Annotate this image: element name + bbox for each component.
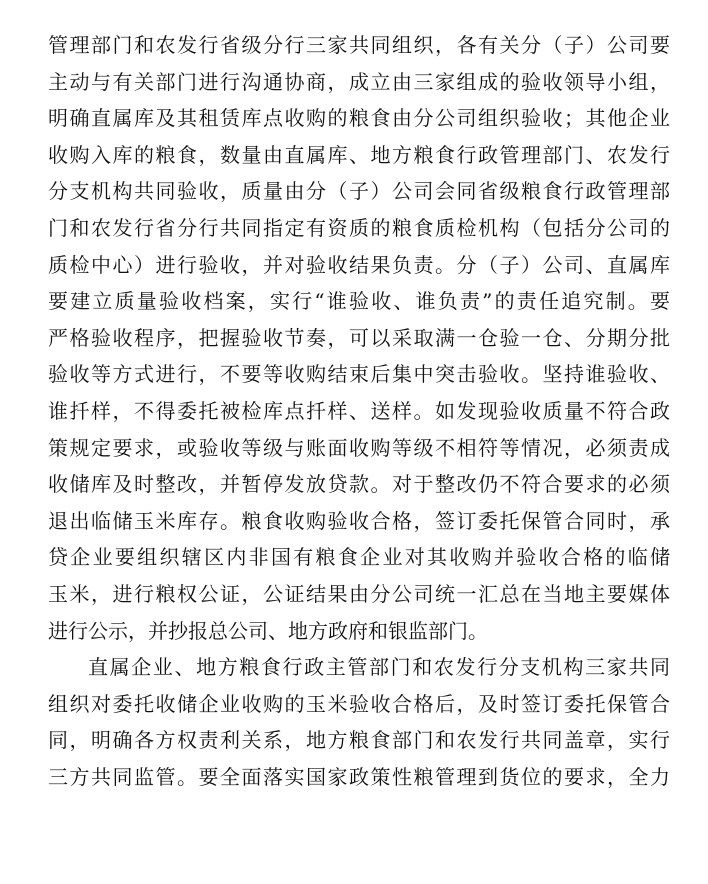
text-line: 收储库及时整改，并暂停发放贷款。对于整改仍不符合要求的必须 [48, 472, 670, 497]
text-line: 玉米，进行粮权公证，公证结果由分公司统一汇总在当地主要媒体 [48, 581, 670, 606]
text-line: 组织对委托收储企业收购的玉米验收合格后，及时签订委托保管合 [48, 691, 670, 716]
text-line: 明确直属库及其租赁库点收购的粮食由分公司组织验收；其他企业 [48, 106, 670, 131]
document-body [48, 27, 670, 795]
text-line: 谁扦样，不得委托被检库点扦样、送样。如发现验收质量不符合政 [48, 398, 670, 423]
text-line: 主动与有关部门进行沟通协商，成立由三家组成的验收领导小组， [48, 69, 670, 94]
text-line: 质检中心）进行验收，并对验收结果负责。分（子）公司、直属库 [48, 252, 670, 277]
text-line: 管理部门和农发行省级分行三家共同组织，各有关分（子）公司要 [48, 33, 670, 57]
text-line: 策规定要求，或验收等级与账面收购等级不相符等情况，必须责成 [48, 435, 670, 460]
text-line: 直属企业、地方粮食行政主管部门和农发行分支机构三家共同 [88, 655, 670, 680]
text-line: 进行公示，并抄报总公司、地方政府和银监部门。 [48, 618, 488, 643]
text-line: 贷企业要组织辖区内非国有粮食企业对其收购并验收合格的临储 [48, 545, 670, 570]
text-line: 严格验收程序，把握验收节奏，可以采取满一仓验一仓、分期分批 [48, 325, 670, 350]
text-line: 退出临储玉米库存。粮食收购验收合格，签订委托保管合同时，承 [48, 508, 670, 533]
text-line: 验收等方式进行，不要等收购结束后集中突击验收。坚持谁验收、 [48, 362, 670, 387]
text-line: 要建立质量验收档案，实行“谁验收、谁负责”的责任追究制。要 [48, 289, 670, 314]
text-line: 三方共同监管。要全面落实国家政策性粮管理到货位的要求，全力 [48, 764, 670, 789]
text-line: 收购入库的粮食，数量由直属库、地方粮食行政管理部门、农发行 [48, 142, 670, 167]
paragraph-2 [48, 649, 670, 795]
text-line: 门和农发行省分行共同指定有资质的粮食质检机构（包括分公司的 [48, 215, 670, 240]
text-line: 同，明确各方权责利关系，地方粮食部门和农发行共同盖章，实行 [48, 728, 670, 753]
text-line: 分支机构共同验收，质量由分（子）公司会同省级粮食行政管理部 [48, 179, 670, 204]
paragraph-1 [48, 27, 670, 649]
